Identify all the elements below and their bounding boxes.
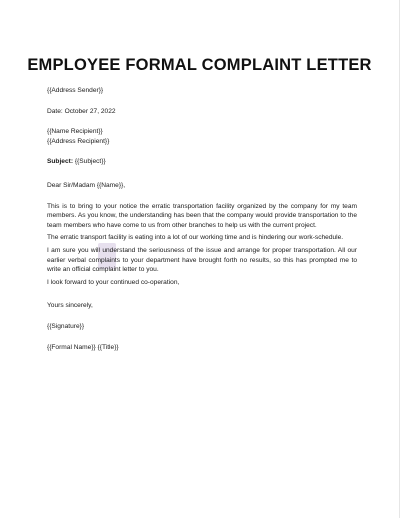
address-recipient: {{Address Recipient}} xyxy=(47,137,110,145)
document-title: EMPLOYEE FORMAL COMPLAINT LETTER xyxy=(27,56,372,74)
letter-body xyxy=(47,86,357,352)
paragraph-4: I look forward to your continued co-operation, xyxy=(47,278,180,286)
paragraph-2: The erratic transport facility is eating into a lot of our working time and is hindering our work-schedule. xyxy=(47,234,344,242)
subject-label: Subject: xyxy=(47,158,74,166)
subject-line xyxy=(47,157,357,167)
subject-value: {{Subject}} xyxy=(73,158,106,166)
paragraph-3: I am sure you will understand the seriousness of the issue and arrange for proper transportation. All our earlier verbal complaints to your department have brought forth no results, so this has prompted me to write an official complaint letter to you. xyxy=(47,246,357,274)
letter-date: Date: October 27, 2022 xyxy=(47,107,116,115)
closing: Yours sincerely, xyxy=(47,302,93,310)
paragraph-1: This is to bring to your notice the erratic transportation facility organized by the company for my team members. As you know, the understanding has been that the company would provide transportation to the team members who have come to us from other branches to help us with the current project. xyxy=(47,202,357,229)
name-recipient: {{Name Recipient}} xyxy=(47,128,103,136)
signature: {{Signature}} xyxy=(47,322,85,330)
salutation: Dear Sir/Madam {{Name}}, xyxy=(47,181,126,189)
formal-name-title: {{Formal Name}} {{Title}} xyxy=(47,343,119,351)
address-sender: {{Address Sender}} xyxy=(47,87,104,94)
